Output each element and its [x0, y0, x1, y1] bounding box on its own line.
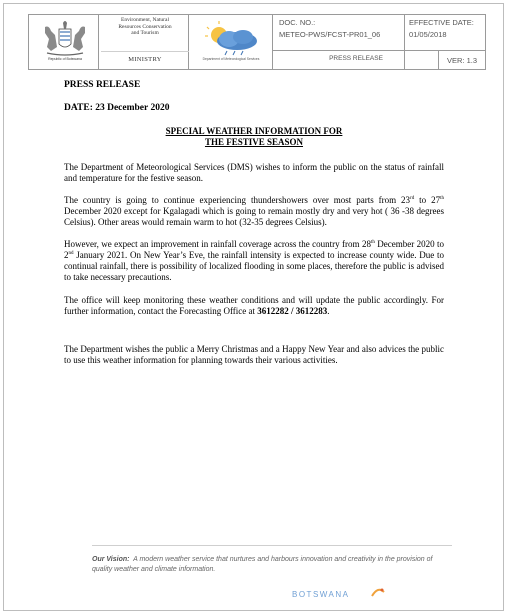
title-block [64, 126, 444, 148]
ministry-name [101, 17, 189, 37]
botswana-brand-logo [292, 590, 349, 599]
paragraph-4 [64, 295, 444, 317]
text-run: The country is going to continue experiencing thundershowers over most parts from 23 [64, 195, 411, 205]
paragraph-2 [64, 195, 444, 228]
paragraph-text [64, 239, 444, 283]
ministry-name-line: and Tourism [131, 30, 159, 36]
text-run: December 2020 except for Kgalagadi which is going to remain mostly dry and very hot ( 36 -38 degrees Celsius). Other areas would remain warm to hot (32-35 degrees Celsius). [64, 206, 444, 227]
superscript: th [440, 196, 444, 201]
paragraph-text [64, 195, 444, 228]
press-heading-block [64, 80, 444, 91]
paragraph-1 [64, 162, 444, 184]
vision-statement [92, 555, 452, 575]
phone-numbers: 3612282 / 3612283 [257, 306, 328, 316]
ministry-block [101, 17, 189, 67]
ministry-label: MINISTRY [128, 56, 162, 63]
paragraph-text [64, 295, 444, 317]
doc-no-value: METEO-PWS/FCST-PR01_06 [279, 30, 381, 39]
paragraph-text: The Department wishes the public a Merry Christmas and a Happy New Year and also advices the public to use this weather information for planning towards their various activities. [64, 344, 444, 365]
text-run: . [327, 306, 330, 316]
effective-date-label: EFFECTIVE DATE: [409, 18, 474, 27]
superscript: rd [410, 196, 415, 201]
press-heading: PRESS RELEASE [64, 80, 141, 90]
brand-text: BOTSWANA [292, 590, 350, 599]
document-header [28, 14, 486, 70]
text-run: However, we expect an improvement in rainfall coverage across the country from 28 [64, 239, 371, 249]
text-run: December 2020 to 2 [64, 239, 444, 260]
vision-label: Our Vision: [92, 556, 130, 563]
paragraph-3 [64, 239, 444, 283]
title-line-2: THE FESTIVE SEASON [204, 137, 304, 147]
paragraph-5 [64, 344, 444, 366]
text-run: January 2021. On New Year’s Eve, the rainfall intensity is expected to increase county wide. Due to continual rainfall, there is possibility of localized flooding in some places, therefore the public is advised to take necessary precautions. [64, 250, 444, 282]
footer-divider [92, 545, 452, 546]
ministry-name-line: Environment, Natural [121, 17, 169, 23]
vision-text: A modern weather service that nurtures and harbours innovation and creativity in the provision of quality weather and climate information. [92, 556, 433, 573]
superscript: th [370, 240, 375, 245]
dms-caption: Department of Meteorological Services [202, 57, 260, 61]
version: VER: 1.3 [446, 56, 477, 65]
effective-date-value: 01/05/2018 [409, 30, 447, 39]
sun-swirl-icon [370, 586, 386, 600]
superscript: nd [68, 251, 74, 256]
release-date: DATE: 23 December 2020 [64, 103, 170, 113]
title-line-1: SPECIAL WEATHER INFORMATION FOR [165, 126, 343, 136]
crest-caption: Republic of Botswana [48, 57, 82, 61]
date-block [64, 103, 444, 114]
doc-no-label: DOC. NO.: [279, 18, 316, 27]
text-run: The office will keep monitoring these weather conditions and will update the public accordingly. For further information, contact the Forecasting Office at [64, 295, 444, 316]
paragraph-text: The Department of Meteorological Services (DMS) wishes to inform the public on the status of rainfall and temperature for the festive season. [64, 162, 444, 183]
doc-type: PRESS RELEASE [329, 55, 383, 62]
text-run: to 27 [414, 195, 441, 205]
ministry-name-line: Resources Conservation [118, 23, 172, 30]
header-divider [273, 50, 485, 51]
